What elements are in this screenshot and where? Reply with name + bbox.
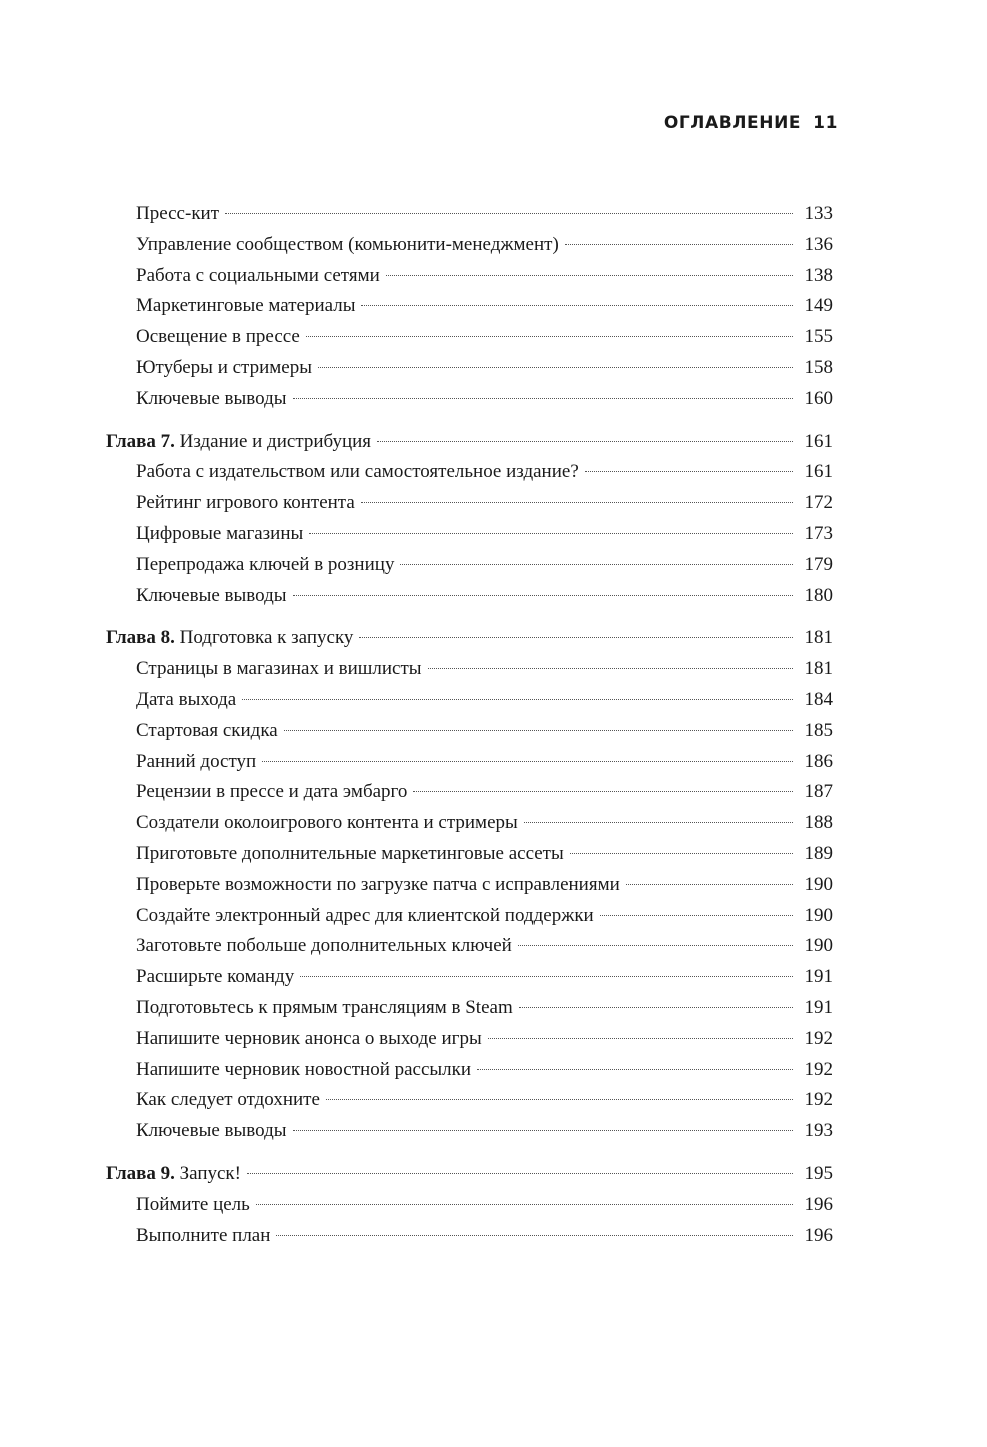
toc-entry-page: 188 xyxy=(804,812,833,834)
toc-entry-page: 155 xyxy=(804,326,833,348)
toc-entry-page: 186 xyxy=(804,750,833,772)
toc-entry[interactable] xyxy=(106,901,833,932)
chapter-label: Глава 9. xyxy=(106,1162,175,1184)
running-header xyxy=(600,113,838,133)
dot-leader xyxy=(242,698,793,700)
toc-entry[interactable] xyxy=(106,1190,833,1221)
toc-entry-title: Выполните план xyxy=(136,1224,271,1246)
toc-entry[interactable] xyxy=(106,654,833,685)
toc-entry[interactable] xyxy=(106,777,833,808)
toc-entry-title: Освещение в прессе xyxy=(136,326,300,348)
toc-entry[interactable] xyxy=(106,322,833,353)
toc-entry[interactable] xyxy=(106,1055,833,1086)
toc-entry[interactable] xyxy=(106,384,833,415)
dot-leader xyxy=(309,532,793,534)
toc-entry-title: Рецензии в прессе и дата эмбарго xyxy=(136,781,408,803)
toc-entry[interactable] xyxy=(106,519,833,550)
toc-entry-title: Пресс-кит xyxy=(136,203,220,224)
chapter-name: Издание и дистрибуция xyxy=(179,430,372,452)
toc-entry-page: 180 xyxy=(804,584,833,606)
toc-entry-title: Заготовьте побольше дополнительных ключей xyxy=(136,935,512,957)
dot-leader xyxy=(359,636,793,638)
toc-entry[interactable] xyxy=(106,931,833,962)
toc-entry-page: 158 xyxy=(804,356,833,378)
toc-entry-title: Стартовая скидка xyxy=(136,719,278,741)
chapter-title xyxy=(106,623,353,654)
toc-entry-title: Цифровые магазины xyxy=(136,522,304,544)
toc-entry-title: Создайте электронный адрес для клиентской поддержки xyxy=(136,904,594,926)
toc-entry[interactable] xyxy=(106,870,833,901)
toc-chapter-7[interactable] xyxy=(106,427,833,458)
header-page-number: 11 xyxy=(813,113,838,133)
toc-entry[interactable] xyxy=(106,291,833,322)
chapter-name: Запуск! xyxy=(179,1162,241,1184)
dot-leader xyxy=(386,274,793,276)
toc-entry[interactable] xyxy=(106,457,833,488)
toc-entry[interactable] xyxy=(106,199,833,230)
dot-leader xyxy=(477,1068,793,1070)
dot-leader xyxy=(361,304,793,306)
toc-entry-page: 195 xyxy=(804,1162,833,1184)
toc-entry[interactable] xyxy=(106,993,833,1024)
toc-entry[interactable] xyxy=(106,230,833,261)
toc-entry-title: Ключевые выводы xyxy=(136,584,287,606)
table-of-contents xyxy=(106,199,833,1251)
toc-entry-page: 181 xyxy=(804,627,833,649)
chapter-label: Глава 7. xyxy=(106,430,175,452)
dot-leader xyxy=(361,501,793,503)
toc-entry-page: 179 xyxy=(804,553,833,575)
dot-leader xyxy=(413,790,793,792)
toc-entry-title: Ранний доступ xyxy=(136,750,257,772)
dot-leader xyxy=(377,440,793,442)
toc-entry-title: Работа с социальными сетями xyxy=(136,264,380,286)
chapter-title xyxy=(106,427,371,458)
toc-entry-page: 133 xyxy=(804,203,833,224)
toc-entry-page: 190 xyxy=(804,935,833,957)
toc-entry-title: Страницы в магазинах и вишлисты xyxy=(136,658,422,680)
dot-leader xyxy=(565,243,793,245)
toc-chapter-8[interactable] xyxy=(106,623,833,654)
toc-entry-page: 138 xyxy=(804,264,833,286)
dot-leader xyxy=(276,1234,793,1236)
dot-leader xyxy=(318,366,793,368)
header-title: ОГЛАВЛЕНИЕ xyxy=(663,113,802,133)
dot-leader xyxy=(326,1098,793,1100)
dot-leader xyxy=(518,944,793,946)
toc-entry-page: 193 xyxy=(804,1120,833,1142)
toc-entry[interactable] xyxy=(106,1116,833,1147)
toc-entry-page: 191 xyxy=(804,996,833,1018)
toc-entry-page: 184 xyxy=(804,688,833,710)
toc-entry-page: 161 xyxy=(804,461,833,483)
chapter-title xyxy=(106,1159,241,1190)
toc-entry-page: 173 xyxy=(804,522,833,544)
toc-entry-title: Ключевые выводы xyxy=(136,387,287,409)
toc-entry-title: Работа с издательством или самостоятельное издание? xyxy=(136,461,579,483)
toc-entry-page: 192 xyxy=(804,1089,833,1111)
toc-entry-title: Как следует отдохните xyxy=(136,1089,320,1111)
toc-entry-title: Управление сообществом (комьюнити-менеджмент) xyxy=(136,233,559,255)
toc-entry-page: 190 xyxy=(804,904,833,926)
toc-entry[interactable] xyxy=(106,839,833,870)
dot-leader xyxy=(256,1203,793,1205)
toc-entry-page: 181 xyxy=(804,658,833,680)
dot-leader xyxy=(585,470,793,472)
toc-entry-page: 192 xyxy=(804,1027,833,1049)
toc-entry-page: 160 xyxy=(804,387,833,409)
dot-leader xyxy=(300,975,793,977)
toc-entry-page: 196 xyxy=(804,1224,833,1246)
toc-entry[interactable] xyxy=(106,550,833,581)
toc-entry[interactable] xyxy=(106,1221,833,1252)
toc-entry-page: 189 xyxy=(804,842,833,864)
toc-entry[interactable] xyxy=(106,808,833,839)
dot-leader xyxy=(524,821,793,823)
toc-entry-page: 191 xyxy=(804,966,833,988)
toc-entry[interactable] xyxy=(106,488,833,519)
dot-leader xyxy=(428,667,793,669)
toc-entry-page: 149 xyxy=(804,295,833,317)
dot-leader xyxy=(488,1037,793,1039)
toc-entry-title: Дата выхода xyxy=(136,688,237,710)
toc-entry[interactable] xyxy=(106,747,833,778)
dot-leader xyxy=(600,914,793,916)
toc-entry-title: Ютуберы и стримеры xyxy=(136,356,312,378)
toc-entry[interactable] xyxy=(106,1024,833,1055)
toc-entry[interactable] xyxy=(106,962,833,993)
toc-entry-page: 190 xyxy=(804,873,833,895)
toc-entry[interactable] xyxy=(106,261,833,292)
chapter-name: Подготовка к запуску xyxy=(179,627,354,649)
toc-entry[interactable] xyxy=(106,353,833,384)
toc-entry[interactable] xyxy=(106,581,833,612)
toc-entry-title: Расширьте команду xyxy=(136,966,295,988)
toc-entry-title: Перепродажа ключей в розницу xyxy=(136,553,395,575)
toc-entry-title: Приготовьте дополнительные маркетинговые ассеты xyxy=(136,842,564,864)
toc-entry-title: Поймите цель xyxy=(136,1193,250,1215)
toc-entry-title: Проверьте возможности по загрузке патча с исправлениями xyxy=(136,873,620,895)
dot-leader xyxy=(262,760,793,762)
toc-entry[interactable] xyxy=(106,716,833,747)
toc-entry[interactable] xyxy=(106,1085,833,1116)
toc-entry-page: 185 xyxy=(804,719,833,741)
chapter-label: Глава 8. xyxy=(106,627,175,649)
toc-entry-page: 136 xyxy=(804,233,833,255)
toc-entry-title: Ключевые выводы xyxy=(136,1120,287,1142)
dot-leader xyxy=(225,212,793,214)
toc-entry-title: Маркетинговые материалы xyxy=(136,295,356,317)
toc-entry[interactable] xyxy=(106,685,833,716)
toc-entry-title: Рейтинг игрового контента xyxy=(136,492,355,514)
dot-leader xyxy=(293,594,794,596)
toc-entry-page: 161 xyxy=(804,430,833,452)
dot-leader xyxy=(247,1172,793,1174)
toc-entry-page: 196 xyxy=(804,1193,833,1215)
dot-leader xyxy=(400,563,793,565)
dot-leader xyxy=(293,1129,794,1131)
toc-entry-title: Напишите черновик новостной рассылки xyxy=(136,1058,472,1080)
dot-leader xyxy=(306,335,793,337)
dot-leader xyxy=(626,883,793,885)
toc-chapter-9[interactable] xyxy=(106,1159,833,1190)
dot-leader xyxy=(570,852,793,854)
toc-entry-page: 172 xyxy=(804,492,833,514)
toc-entry-page: 192 xyxy=(804,1058,833,1080)
dot-leader xyxy=(519,1006,793,1008)
toc-entry-page: 187 xyxy=(804,781,833,803)
toc-entry-title: Напишите черновик анонса о выходе игры xyxy=(136,1027,482,1049)
toc-entry-title: Подготовьтесь к прямым трансляциям в Steam xyxy=(136,996,513,1018)
dot-leader xyxy=(293,397,794,399)
toc-entry-title: Создатели околоигрового контента и стримеры xyxy=(136,812,518,834)
dot-leader xyxy=(284,729,793,731)
